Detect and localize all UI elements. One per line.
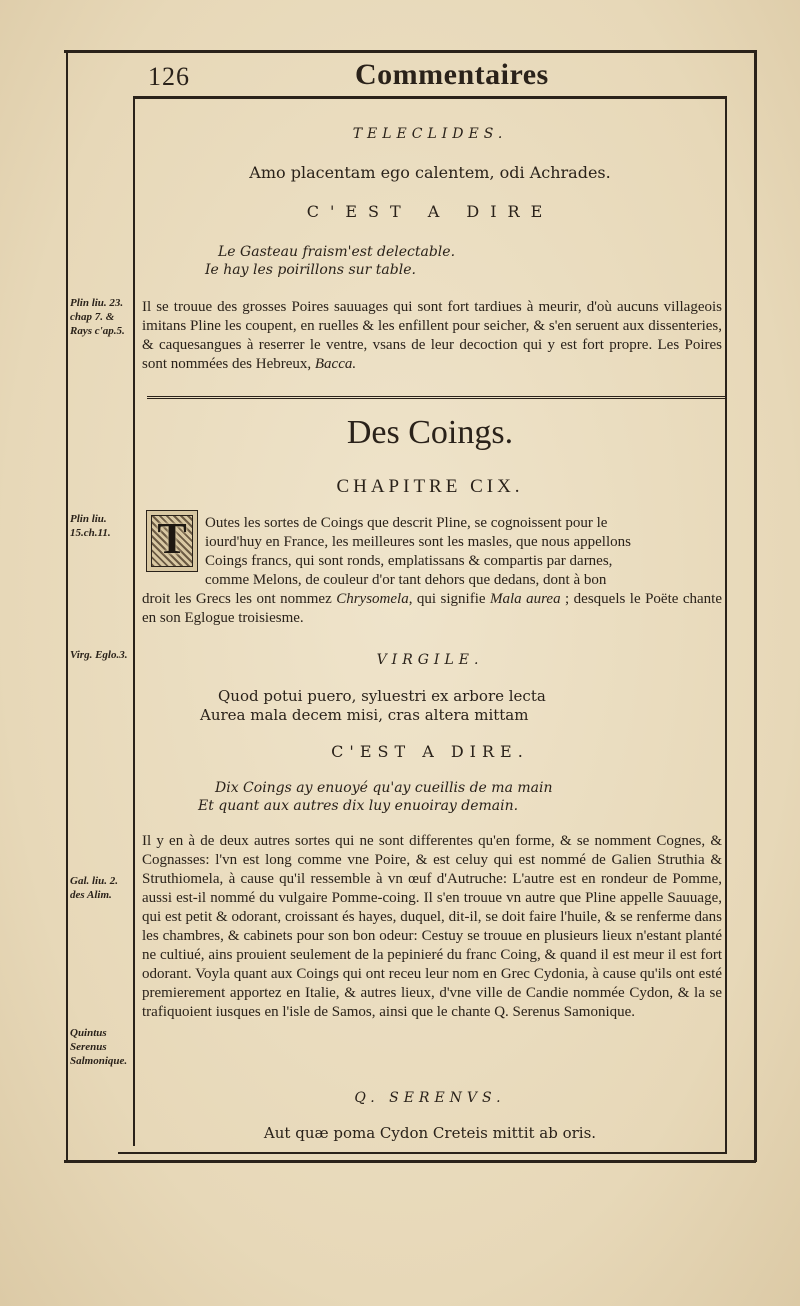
column-left-rule xyxy=(133,96,135,1146)
paragraph-coings-line-3: Coings francs, qui sont ronds, emplatissans & compartis par darnes, xyxy=(205,553,613,569)
coings-rest-mala-aurea: Mala aurea xyxy=(490,591,561,607)
frame-left-rule xyxy=(66,50,68,1162)
frame-right-rule xyxy=(754,50,757,1162)
coings-rest-chrysomela: Chrysomela xyxy=(336,591,409,607)
running-title: Commentaires xyxy=(355,58,549,91)
teleclides-french-line-2: Ie hay les poirillons sur table. xyxy=(205,262,416,278)
virgile-heading: VIRGILE. xyxy=(376,652,484,668)
paragraph-poires-italic: Bacca. xyxy=(314,356,357,372)
margin-note-pline-15: Plin liu. 15.ch.11. xyxy=(70,513,111,539)
paragraph-coings-line-1: Outes les sortes de Coings que descrit Pline, se cognoissent pour le xyxy=(205,515,608,531)
paragraph-autres-sortes: Il y en à de deux autres sortes qui ne sont differentes qu'en forme, & se nomment Cognes, & Cognasses: l'vn est long comme vne Poire, & est celuy qui est nommé de Galien Struthia & Struthiomela, à cause qu'il ressemble à vn œuf d'Autruche: L'autre est en rondeur de Pomme, aussi est-il nommé du vulgaire Pomme-coing. Il s'en trouue vn autre que Pline appelle Sauuage, qui est petit & odorant, croissant és hayes, duquel, dit-il, se doit faire l'huile, & se renferme dans les chambres, & cabinets pour son bon odeur: Cestuy se trouue en plusieurs lieux n'estant planté ne cultiué, ains prouient seulement de la pepinieré du franc Coing, & quand il est meur il est fort odorant. Voyla quant aux Coings qui ont receu leur nom en Grec Cydonia, à cause qu'ils ont esté premierement apportez en Italie, & autres lieux, d'vne ville de Candie nommée Cydon, & la se trafiquoient iusques en l'isle de Samos, ainsi que le chante Q. Serenus Samonique. xyxy=(142,833,722,1020)
chapter-title: Des Coings. xyxy=(346,414,514,451)
virgile-latin-line-1: Quod potui puero, syluestri ex arbore lecta xyxy=(218,687,546,705)
teleclides-french-line-1: Le Gasteau fraism'est delectable. xyxy=(218,244,456,260)
paragraph-coings-rest xyxy=(142,590,722,628)
margin-note-serenus: Quintus Serenus Salmonique. xyxy=(70,1027,128,1067)
frame-top-rule xyxy=(64,50,756,53)
column-top-rule xyxy=(133,96,727,99)
teleclides-latin: Amo placentam ego calentem, odi Achrades. xyxy=(249,163,611,182)
column-bottom-rule xyxy=(118,1152,726,1154)
virgile-french-line-2: Et quant aux autres dix luy enuoiray demain. xyxy=(198,798,519,814)
paragraph-poires xyxy=(142,298,722,374)
column-right-rule xyxy=(725,96,727,1154)
paragraph-coings-line-2: iourd'huy en France, les meilleures sont les masles, que nous appellons xyxy=(205,534,631,550)
virgile-latin-line-2: Aurea mala decem misi, cras altera mittam xyxy=(200,706,529,724)
ornamental-dropcap xyxy=(146,510,198,572)
margin-note-galien: Gal. liu. 2. des Alim. xyxy=(70,875,118,901)
teleclides-cest-a-dire: C'EST A DIRE xyxy=(306,202,554,221)
serenus-heading: Q. SERENVS. xyxy=(354,1090,506,1106)
paragraph-coings-line-4: comme Melons, de couleur d'or tant dehors que dedans, dont à bon xyxy=(205,572,607,588)
serenus-latin: Aut quæ poma Cydon Creteis mittit ab oris. xyxy=(263,1124,597,1142)
coings-rest-c: ; desquels le Poëte chante en son Eglogue troisiesme. xyxy=(142,591,722,626)
virgile-cest-a-dire: C'EST A DIRE. xyxy=(331,742,529,761)
page-number: 126 xyxy=(148,62,190,91)
coings-rest-a: droit les Grecs les ont nommez xyxy=(142,591,332,607)
teleclides-heading: TELECLIDES. xyxy=(352,126,508,142)
dropcap-letter: T xyxy=(157,514,187,563)
paragraph-poires-text: Il se trouue des grosses Poires sauuages qui sont fort tardiues à meurir, d'où aucuns villageois imitans Pline les coupent, en ruelles & les enfillent pour seicher, & s'en seruent aux dissenteries, & caquesangues à reserrer le ventre, vsans de leur decoction qui y est fort propre. Les Poires sont nommées des Hebreux, xyxy=(142,299,722,372)
frame-bottom-rule xyxy=(64,1160,756,1163)
virgile-french-line-1: Dix Coings ay enuoyé qu'ay cueillis de ma main xyxy=(215,780,553,796)
margin-note-virgile: Virg. Eglo.3. xyxy=(70,649,128,661)
chapter-number: CHAPITRE CIX. xyxy=(336,476,524,497)
coings-rest-b: , qui signifie xyxy=(408,591,486,607)
section-divider xyxy=(147,396,725,399)
margin-note-pline-23: Plin liu. 23. chap 7. & Rays c'ap.5. xyxy=(70,297,125,337)
